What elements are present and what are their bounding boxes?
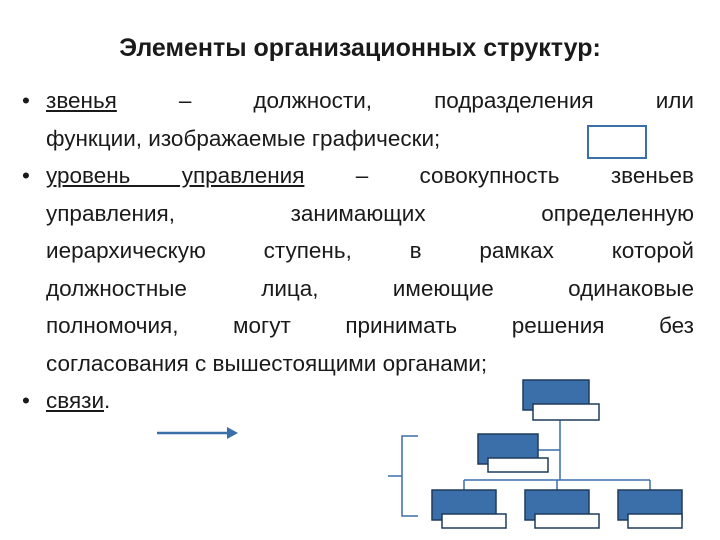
bullet-marker: • [22, 163, 30, 188]
org-box-top [523, 380, 599, 420]
org-box-bottom-2 [525, 490, 599, 528]
bullet-line: функции, изображаемые графически; [46, 125, 441, 151]
term-relations: связи [46, 388, 105, 413]
org-box-middle [478, 434, 548, 472]
bullet-line: управления, занимающих определенную [46, 200, 694, 226]
org-box-bottom-3 [618, 490, 682, 528]
org-box-bottom-1 [432, 490, 506, 528]
bullet-line: согласования с вышестоящими органами; [46, 350, 488, 376]
unit-box-example [588, 126, 646, 158]
slide-title: Элементы организационных структур: [119, 34, 601, 62]
term-level: уровень управления [46, 163, 305, 188]
bullet-line: должностные лица, имеющие одинаковые [46, 275, 694, 301]
definition-text: – совокупность звеньев [355, 163, 694, 188]
bullet-marker: • [22, 88, 30, 113]
bullet-line: полномочия, могут принимать решения без [46, 313, 694, 338]
definition-text: – должности, подразделения или [178, 88, 694, 113]
term-punct: . [104, 388, 111, 413]
level-brace [388, 436, 418, 516]
bullet-marker: • [22, 388, 30, 413]
bullet-line: иерархическую ступень, в рамках которой [46, 238, 694, 263]
link-arrow-icon [157, 427, 238, 439]
term-links: звенья [46, 88, 117, 113]
